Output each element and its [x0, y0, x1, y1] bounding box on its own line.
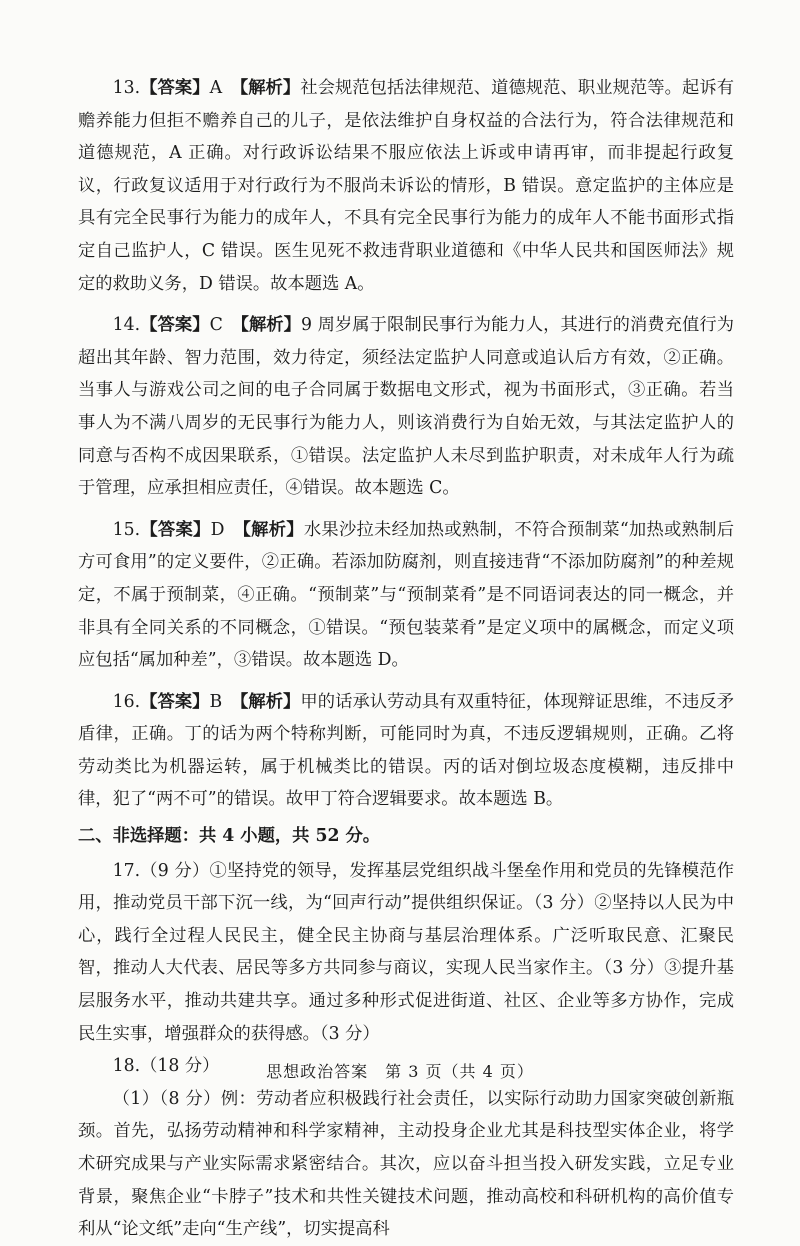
- answer-item-17: 17.（9 分）①坚持党的领导，发挥基层党组织战斗堡垒作用和党员的先锋模范作用，推动党员干部下沉一线，为“回声行动”提供组织保证。（3 分）②坚持以人民为中心，践行全过程人民民主，健全民主协商与基层治理体系。广泛听取民意、汇聚民智，推动人大代表、居民等多方共同参与商议，实现人民当家作主。（3 分）③提升基层服务水平，推动共建共享。通过多种形式促进街道、社区、企业等多方协作，完成民生实事，增强群众的获得感。（3 分）: [78, 860, 734, 1044]
- explanation-text: 9 周岁属于限制民事行为能力人，其进行的消费充值行为超出其年龄、智力范围，效力待定，须经法定监护人同意或追认后方有效，②正确。当事人与游戏公司之间的电子合同属于数据电文形式，视为书面形式，③正确。若当事人为不满八周岁的无民事行为能力人，则该消费行为自始无效，与其法定监护人的同意与否构不成因果联系，①错误。法定监护人未尽到监护职责，对未成年人行为疏于管理，应承担相应责任，④错误。故本题选 C。: [78, 315, 734, 499]
- explanation-text: 社会规范包括法律规范、道德规范、职业规范等。起诉有赡养能力但拒不赡养自己的儿子，是依法维护自身权益的合法行为，符合法律规范和道德规范，A 正确。对行政诉讼结果不服应依法上诉或申请再审，而非提起行政复议，行政复议适用于对行政行为不服尚未诉讼的情形，B 错误。意定监护的主体应是具有完全民事行为能力的成年人，不具有完全民事行为能力的成年人不能书面形式指定自己监护人，C 错误。医生见死不救违背职业道德和《中华人民共和国医师法》规定的救助义务，D 错误。故本题选 A。: [78, 78, 734, 294]
- item-number: 16.: [112, 691, 141, 712]
- page-footer: 思想政治答案 第 3 页（共 4 页）: [266, 1062, 534, 1081]
- answer-label: 【答案】: [140, 315, 210, 336]
- explanation-text: 水果沙拉未经加热或熟制，不符合预制菜“加热或熟制后方可食用”的定义要件，②正确。若添加防腐剂，则直接违背“不添加防腐剂”的种差规定，不属于预制菜，④正确。“预制菜”与“预制菜肴”是不同语词表达的同一概念，并非具有全同关系的不同概念，①错误。“预包装菜肴”是定义项中的属概念，而定义项应包括“属加种差”，③错误。故本题选 D。: [78, 519, 734, 671]
- explanation-label: 【解析】: [239, 691, 301, 712]
- answer-label: 【答案】: [140, 519, 211, 540]
- answer-value: B: [209, 691, 223, 712]
- item-number: 13.: [112, 78, 141, 98]
- answer-value: D: [210, 519, 225, 540]
- answer-item-18-heading: 18.（18 分）: [112, 1056, 220, 1077]
- answer-label: 【答案】: [140, 78, 210, 98]
- answer-value: A: [209, 78, 223, 98]
- answer-value: C: [209, 315, 223, 336]
- explanation-text: 甲的话承认劳动具有双重特征，体现辩证思维，不违反矛盾律，正确。丁的话为两个特称判断，可能同时为真，不违反逻辑规则，正确。乙将劳动类比为机器运转，属于机械类比的错误。丙的话对倒垃圾态度模糊，违反排中律，犯了“两不可”的错误。故甲丁符合逻辑要求。故本题选 B。: [78, 691, 734, 810]
- answer-item-16: [78, 686, 734, 816]
- answer-item-13: [78, 72, 734, 300]
- answer-item-18-part-1: （1）（8 分）例：劳动者应积极践行社会责任，以实际行动助力国家突破创新瓶颈。首先，弘扬劳动精神和科学家精神，主动投身企业尤其是科技型实体企业，将学术研究成果与产业实际需求紧密结合。其次，应以奋斗担当投入研发实践，立足专业背景，聚焦企业“卡脖子”技术和共性关键技术问题，推动高校和科研机构的高价值专利从“论文纸”走向“生产线”，切实提高科: [78, 1088, 734, 1240]
- item-number: 14.: [112, 315, 141, 336]
- answer-item-14: [78, 309, 734, 505]
- explanation-label: 【解析】: [239, 78, 301, 98]
- answer-label: 【答案】: [140, 691, 210, 712]
- answer-item-15: [78, 514, 734, 677]
- section-heading: 二、非选择题：共 4 小题，共 52 分。: [78, 826, 381, 847]
- explanation-label: 【解析】: [242, 519, 304, 540]
- explanation-label: 【解析】: [240, 315, 302, 336]
- item-number: 15.: [112, 519, 141, 540]
